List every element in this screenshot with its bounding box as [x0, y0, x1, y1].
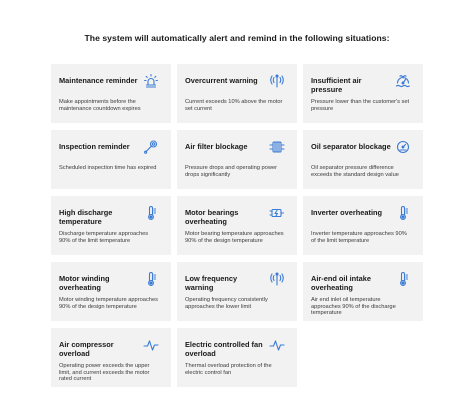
card-description: Oil separator pressure difference exceeds the standard design value [311, 165, 399, 178]
thermometer-icon [143, 205, 159, 221]
card-description: Discharge temperature approaches 90% of the limit temperature [59, 231, 149, 244]
card-description: Scheduled inspection time has expired [59, 165, 157, 171]
alert-card-maintenance-reminder [51, 64, 171, 123]
card-description: Pressure drops and operating power drops significantly [185, 165, 278, 178]
card-title: Oil separator blockage [311, 142, 391, 151]
alert-card-electric-controlled-fan-overload [177, 328, 297, 387]
frequency-waves-icon [269, 271, 285, 287]
card-title: Low frequency warning [185, 274, 238, 292]
thermometer-icon [395, 271, 411, 287]
stethoscope-icon [143, 139, 159, 155]
card-title: Air filter blockage [185, 142, 248, 151]
card-title: Air-end oil intake overheating [311, 274, 371, 292]
card-title: Electric controlled fan overload [185, 340, 263, 358]
thermometer-icon [143, 271, 159, 287]
card-title: Motor winding overheating [59, 274, 110, 292]
card-description: Motor bearing temperature approaches 90% of the design temperature [185, 231, 284, 244]
air-filter-icon [269, 139, 285, 155]
pressure-gauge-icon [395, 73, 411, 89]
card-title: Air compressor overload [59, 340, 114, 358]
alert-card-air-end-oil-intake-overheating [303, 262, 423, 321]
alert-card-inverter-overheating [303, 196, 423, 255]
card-description: Operating frequency consistently approaches the lower limit [185, 297, 268, 310]
alert-grid [51, 64, 423, 387]
thermometer-icon [395, 205, 411, 221]
pulse-line-icon [143, 337, 159, 353]
alert-card-inspection-reminder [51, 130, 171, 189]
card-description: Make appointments before the maintenance countdown expires [59, 99, 141, 112]
card-title: Maintenance reminder [59, 76, 138, 85]
current-waves-icon [269, 73, 285, 89]
card-title: Inspection reminder [59, 142, 130, 151]
motor-icon [269, 205, 285, 221]
card-description: Current exceeds 10% above the motor set current [185, 99, 283, 112]
oil-separator-icon [395, 139, 411, 155]
card-description: Operating power exceeds the upper limit, and current exceeds the motor rated current [59, 363, 150, 383]
card-title: Insufficient air pressure [311, 76, 362, 94]
alert-card-oil-separator-blockage [303, 130, 423, 189]
page-title: The system will automatically alert and remind in the following situations: [84, 33, 390, 43]
card-title: Motor bearings overheating [185, 208, 239, 226]
card-title: High discharge temperature [59, 208, 113, 226]
card-description: Motor winding temperature approaches 90% of the design temperature [59, 297, 158, 310]
alert-card-air-compressor-overload [51, 328, 171, 387]
alert-card-insufficient-air-pressure [303, 64, 423, 123]
alert-card-air-filter-blockage [177, 130, 297, 189]
alarm-bell-icon [143, 73, 159, 89]
alert-card-low-frequency-warning [177, 262, 297, 321]
card-description: Thermal overload protection of the electric control fan [185, 363, 272, 376]
alert-card-motor-bearings-overheating [177, 196, 297, 255]
alert-card-overcurrent-warning [177, 64, 297, 123]
card-description: Air end inlet oil temperature approaches 90% of the discharge temperature [311, 297, 396, 317]
card-title: Inverter overheating [311, 208, 383, 217]
card-description: Pressure lower than the customer's set pressure [311, 99, 410, 112]
card-title: Overcurrent warning [185, 76, 258, 85]
alert-card-high-discharge-temperature [51, 196, 171, 255]
card-description: Inverter temperature approaches 90% of the limit temperature [311, 231, 407, 244]
alert-card-motor-winding-overheating [51, 262, 171, 321]
pulse-line-icon [269, 337, 285, 353]
